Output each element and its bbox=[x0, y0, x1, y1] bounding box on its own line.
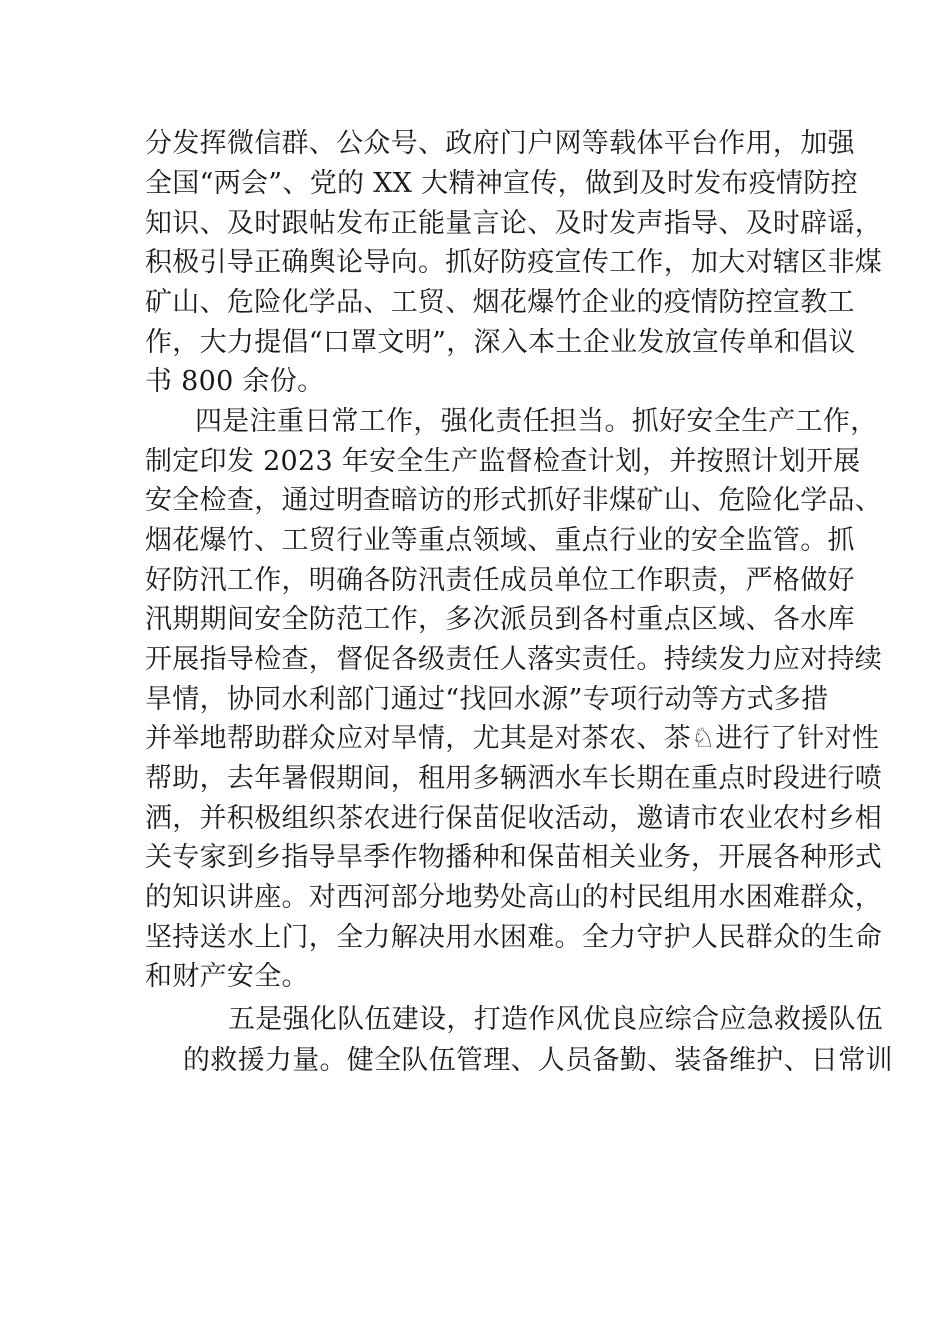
text-line: 关专家到乡指导旱季作物播种和保苗相关业务，开展各种形式 bbox=[145, 842, 883, 873]
paragraph-5-first-line: 五是强化队伍建设，打造作风优良应综合应急救援队伍 bbox=[228, 1004, 884, 1035]
text-line: 旱情，协同水利部门通过“找回水源”专项行动等方式多措 bbox=[145, 684, 829, 715]
text-line: 全国“两会”、党的 XX 大精神宣传，做到及时发布疫情防控 bbox=[145, 168, 858, 199]
text-line: 的救援力量。健全队伍管理、人员备勤、装备维护、日常训 bbox=[183, 1045, 893, 1076]
text-line: 好防汛工作，明确各防汛责任成员单位工作职责，严格做好 bbox=[145, 565, 855, 596]
text-line: 并举地帮助群众应对旱情，尤其是对茶农、茶♘进行了针对性 bbox=[145, 723, 880, 754]
text-line: 安全检查，通过明查暗访的形式抓好非煤矿山、危险化学品、 bbox=[145, 485, 883, 516]
text-line: 知识、及时跟帖发布正能量言论、及时发声指导、及时辟谣， bbox=[145, 208, 883, 239]
text-line: 汛期期间安全防范工作，多次派员到各村重点区域、各水库 bbox=[145, 604, 855, 635]
text-line: 矿山、危险化学品、工贸、烟花爆竹企业的疫情防控宣教工 bbox=[145, 287, 855, 318]
text-line: 开展指导检查，督促各级责任人落实责任。持续发力应对持续 bbox=[145, 644, 883, 675]
text-line: 作，大力提倡“口罩文明”，深入本土企业发放宣传单和倡议 bbox=[145, 327, 856, 358]
text-line: 帮助，去年暑假期间，租用多辆洒水车长期在重点时段进行喷 bbox=[145, 763, 883, 794]
paragraph-4-first-line: 四是注重日常工作，强化责任担当。抓好安全生产工作， bbox=[195, 406, 878, 437]
text-line: 坚持送水上门，全力解决用水困难。全力守护人民群众的生命 bbox=[145, 922, 883, 953]
text-line: 的知识讲座。对西河部分地势处高山的村民组用水困难群众， bbox=[145, 882, 883, 913]
text-line: 分发挥微信群、公众号、政府门户网等载体平台作用，加强 bbox=[145, 128, 855, 159]
text-line: 和财产安全。 bbox=[145, 961, 309, 992]
text-line: 洒，并积极组织茶农进行保苗促收活动，邀请市农业农村乡相 bbox=[145, 803, 883, 834]
text-line: 积极引导正确舆论导向。抓好防疫宣传工作，加大对辖区非煤 bbox=[145, 247, 883, 278]
text-line: 制定印发 2023 年安全生产监督检查计划，并按照计划开展 bbox=[145, 446, 861, 477]
text-line: 烟花爆竹、工贸行业等重点领域、重点行业的安全监管。抓 bbox=[145, 525, 855, 556]
text-line: 书 800 余份。 bbox=[145, 366, 325, 397]
